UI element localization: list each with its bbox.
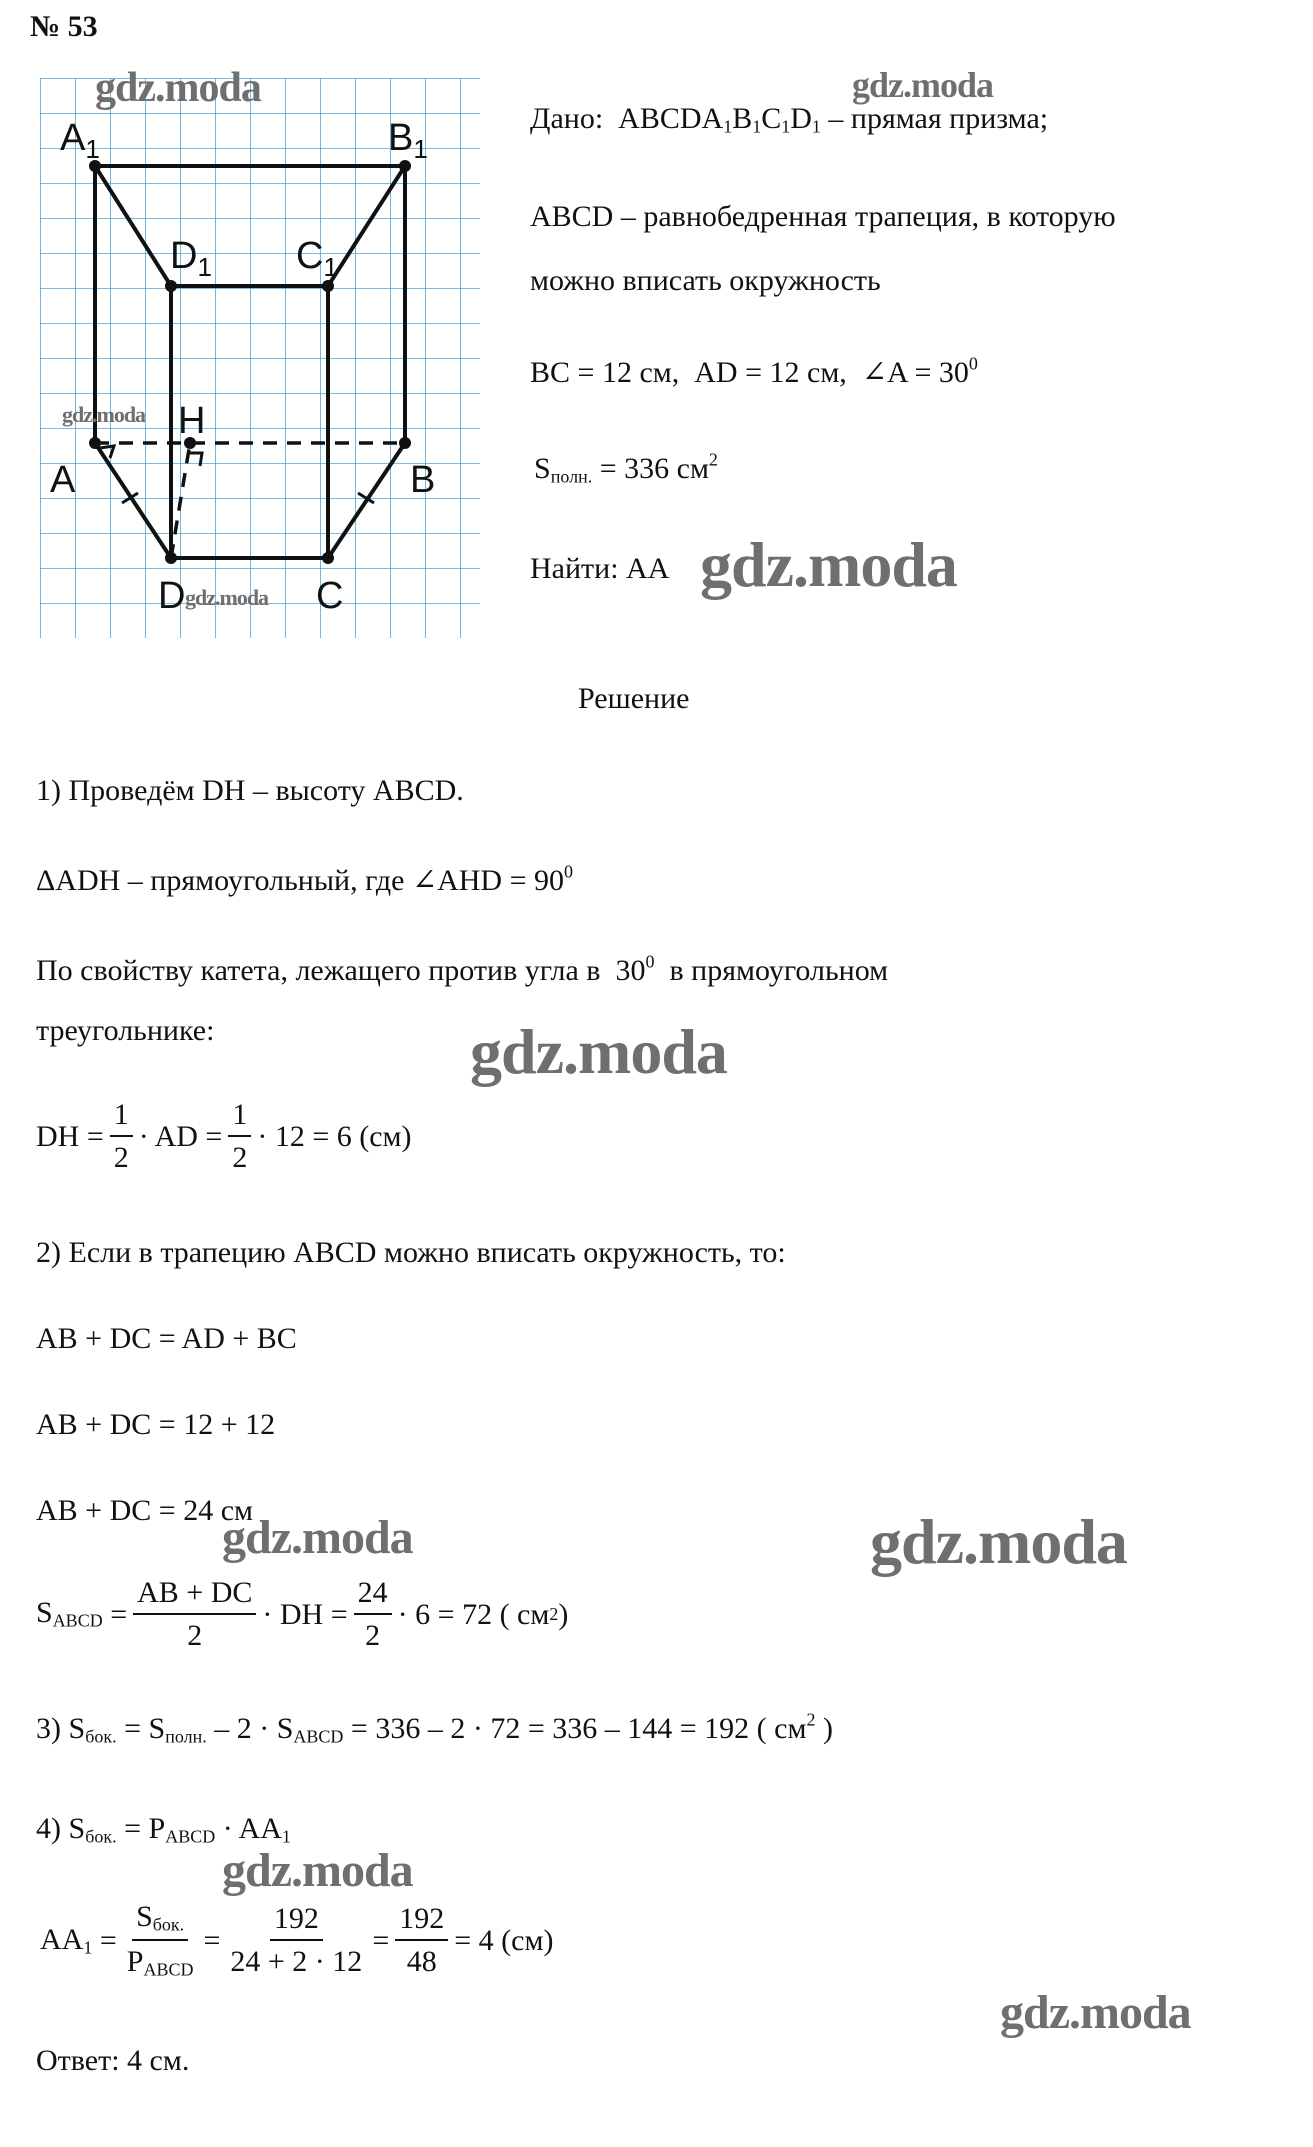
aa1-equation: $AA_1$ = $\frac{S_{бок.}}{P_{ABCD}}$ = $\frac{192}{24 + 2 \cdot 12}$ = $\frac{192}{48}$ = 4 (см) (40, 1900, 554, 1980)
fraction-sum-over-two: $\frac{AB + DC}{2}$ (133, 1576, 256, 1652)
right-triangle-text: ΔADH – прямоугольный, где ∠AHD = $90^0$ (36, 861, 574, 897)
watermark: gdz.moda (870, 1506, 1127, 1577)
property-line2: треугольнике: (36, 1014, 215, 1047)
label-b: B (410, 459, 436, 501)
step2-text: 2) Если в трапецию ABCD можно вписать окружность, то: (36, 1236, 786, 1269)
step3-equation: 3) $S_{бок.} = S_{полн.} - 2 \cdot S_{ABCD} = 336 - 2 \cdot 72 = 336 - 144 = 192$ ( $см^2$ ) (36, 1709, 833, 1747)
watermark: gdz.moda (185, 585, 269, 610)
given-area: $S_{полн.} = 336$ $см^2$ (534, 449, 718, 487)
label-a1: $A_1$ (60, 117, 100, 164)
fraction-24-over-2: $\frac{24}{2}$ (354, 1576, 392, 1652)
problem-number: № 53 (30, 10, 98, 43)
fraction-one-half: $\frac{1}{2}$ (228, 1098, 251, 1174)
dh-equation: DH = $\frac{1}{2}$ · AD = $\frac{1}{2}$ · 12 = 6 (см) (36, 1098, 412, 1174)
label-c1: $C_1$ (296, 235, 338, 282)
watermark: gdz.moda (700, 529, 957, 600)
fraction-192-over-48: $\frac{192}{48}$ (395, 1902, 448, 1978)
label-h: H (178, 400, 206, 442)
given-trapezoid: ABCD – равнобедренная трапеция, в которую (530, 200, 1116, 233)
label-c: C (316, 575, 344, 617)
watermark: gdz.moda (222, 1844, 413, 1897)
watermark: gdz.moda (470, 1016, 727, 1087)
label-a: A (50, 459, 76, 501)
given-sides: BC = 12 см, AD = 12 см, ∠A = $30^0$ (530, 353, 978, 389)
step1-text: 1) Проведём DH – высоту ABCD. (36, 774, 464, 807)
label-d: D (158, 575, 186, 617)
watermark: gdz.moda (62, 402, 146, 427)
watermark: gdz.moda (222, 1511, 413, 1564)
given-prism: Дано: $ABCDA_1B_1C_1D_1$ – прямая призма; (530, 102, 1049, 137)
property-line1: По свойству катета, лежащего против угла в $30^0$ в прямоугольном (36, 951, 889, 987)
watermark: gdz.moda (852, 65, 994, 105)
fraction-192-over-sum: $\frac{192}{24 + 2 \cdot 12}$ (230, 1902, 363, 1979)
equation-2: AB + DC = 12 + 12 (36, 1408, 276, 1441)
fraction-one-half: $\frac{1}{2}$ (110, 1098, 133, 1174)
given-inscribed: можно вписать окружность (530, 264, 881, 297)
step4-equation: 4) $S_{бок.} = P_{ABCD} \cdot AA_1$ (36, 1812, 291, 1847)
answer: Ответ: 4 см. (36, 2044, 190, 2077)
area-abcd-equation: $S_{ABCD}$ = $\frac{AB + DC}{2}$ · DH = $\frac{24}{2}$ · 6 = 72 ( см 2 ) (36, 1576, 569, 1652)
equation-3: AB + DC = 24 см (36, 1494, 253, 1527)
label-b1: $B_1$ (388, 117, 428, 164)
watermark: gdz.moda (1000, 1986, 1191, 2039)
prism-figure (40, 78, 480, 638)
equation-1: AB + DC = AD + BC (36, 1322, 297, 1355)
given-label: Дано: (530, 102, 604, 135)
given-find: Найти: AA (530, 552, 670, 585)
fraction-s-over-p: $\frac{S_{бок.}}{P_{ABCD}}$ (126, 1900, 194, 1980)
watermark: gdz.moda (95, 65, 261, 111)
solution-heading: Решение (578, 682, 690, 715)
label-d1: $D_1$ (170, 235, 212, 282)
